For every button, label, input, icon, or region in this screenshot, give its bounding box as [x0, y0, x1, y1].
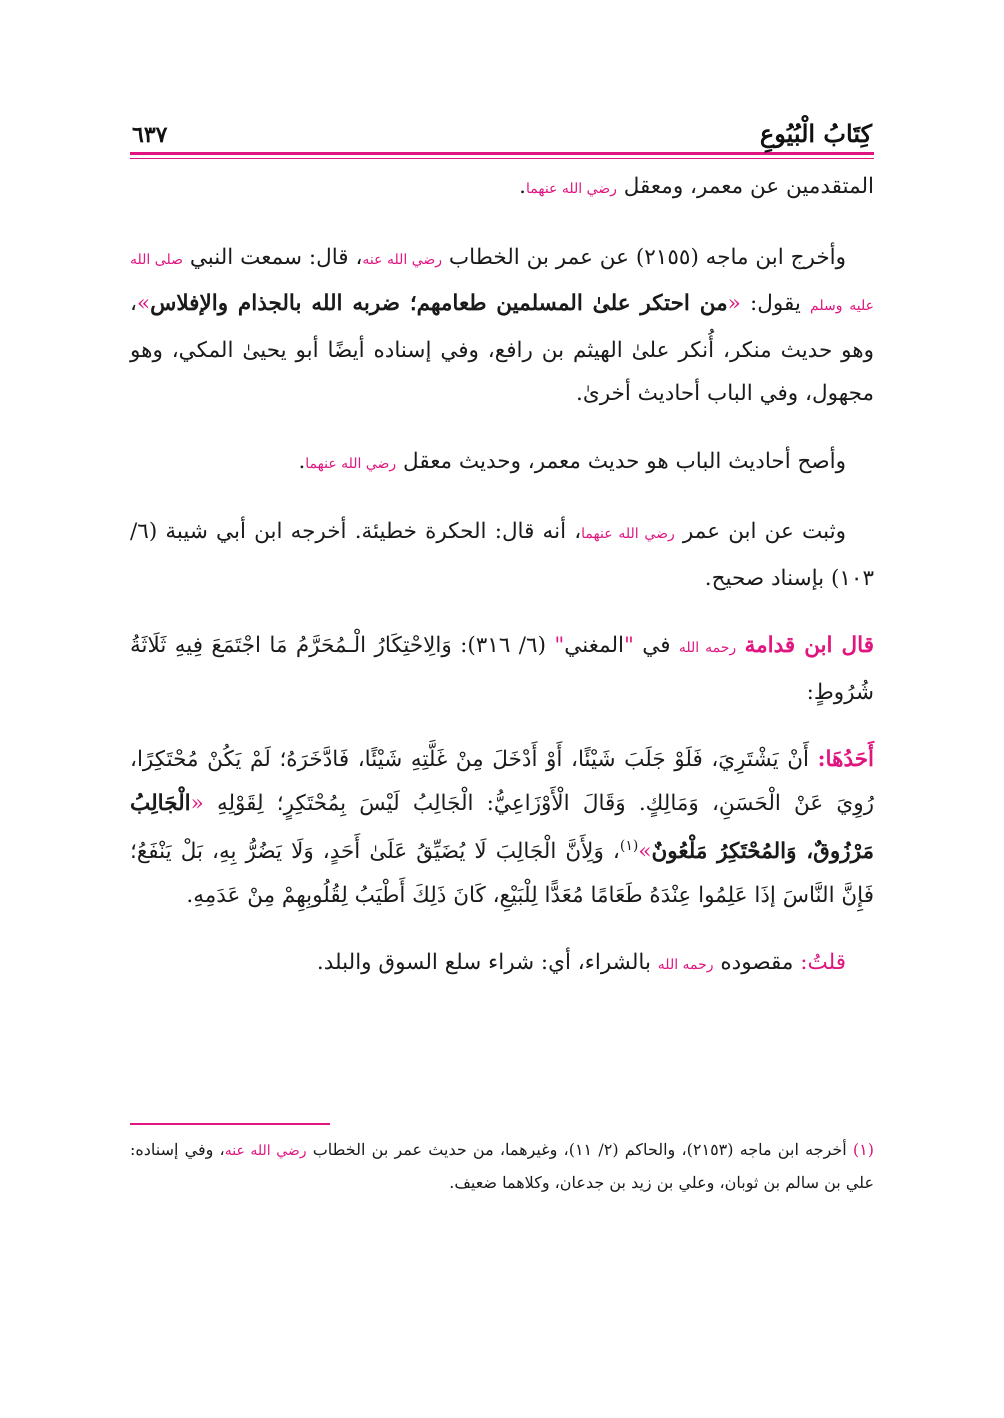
paragraph-ibn-majah: وأخرج ابن ماجه (٢١٥٥) عن عمر بن الخطاب رضي الله عنه، قال: سمعت النبي صلى الله عليه وسلم يقول: «من احتكر علىٰ المسلمين طعامهم؛ ضربه الله بالجذام والإفلاس»، وهو حديث منكر، أُنكر علىٰ الهيثم بن رافع، وفي إسناده أيضًا أبو يحيىٰ المكي، وهو مجهول، وفي الباب أحاديث أخرىٰ. — [130, 244, 875, 406]
book-reference: المغني — [564, 633, 625, 658]
paragraph-continuation: المتقدمين عن معمر، ومعقل رضي الله عنهما. — [519, 174, 874, 199]
body-text — [130, 165, 874, 988]
footnote: (١) أخرجه ابن ماجه (٢١٥٣)، والحاكم (٢/ ١١)، وغيرهما، من حديث عمر بن الخطاب رضي الله عنه، وفي إسناده: علي بن سالم بن ثوبان، وعلي بن زيد بن جدعان، وكلاهما ضعيف. — [130, 1140, 874, 1192]
hadith-text: من احتكر علىٰ المسلمين طعامهم؛ ضربه الله بالجذام والإفلاس — [150, 291, 728, 316]
honorific-glyph: رضي الله عنهما — [581, 526, 675, 542]
paragraph-text: المتقدمين عن معمر، ومعقل — [623, 174, 874, 199]
footnote-separator — [130, 1123, 330, 1125]
book-page — [130, 110, 875, 1192]
running-header — [130, 110, 874, 148]
honorific-glyph: رضي الله عنهما — [305, 455, 397, 472]
footnote-number: (١) — [852, 1140, 874, 1159]
paragraph-ibn-qudamah: قال ابن قدامة رحمه الله في "المغني" (٦/ ٣١٦): وَالِاحْتِكَارُ الْـمُحَرَّمُ مَا اجْتَمَعَ فِيهِ ثَلَاثَةُ شُرُوطٍ: — [130, 633, 874, 705]
paragraph-ibn-umar: وثبت عن ابن عمر رضي الله عنهما، أنه قال: الحكرة خطيئة. أخرجه ابن أبي شيبة (٦/ ١٠٣) بإسناد صحيح. — [130, 519, 874, 591]
honorific-glyph: رضي الله عنه — [362, 251, 443, 268]
paragraph-most-authentic: وأصح أحاديث الباب هو حديث معمر، وحديث معقل رضي الله عنهما. — [298, 448, 846, 474]
honorific-glyph: رحمه الله — [657, 957, 714, 974]
condition-label: أَحَدُهَا: — [817, 747, 874, 772]
book-title: كِتَابُ الْبُيُوعِ — [759, 119, 872, 148]
honorific-glyph: رضي الله عنهما — [526, 181, 617, 197]
honorific-glyph: صلى الله عليه وسلم — [130, 251, 875, 314]
hadith-text: الْجَالِبُ مَرْزُوقٌ، وَالمُحْتَكِرُ مَلْعُونٌ — [130, 790, 875, 865]
paragraph-first-condition: أَحَدُهَا: أَنْ يَشْتَرِيَ، فَلَوْ جَلَبَ شَيْئًا، أَوْ أَدْخَلَ مِنْ غَلَّتِهِ شَيْئًا، فَادَّخَرَهُ؛ لَمْ يَكُنْ مُحْتَكِرًا، رُوِيَ عَنْ الْحَسَنِ، وَمَالِكٍ. وَقَالَ الْأَوْزَاعِيُّ: الْجَالِبُ لَيْسَ بِمُحْتَكِرٍ؛ لِقَوْلِهِ «الْجَالِبُ مَرْزُوقٌ، وَالمُحْتَكِرُ مَلْعُونٌ»$^{(١)}$، وَلِأَنَّ الْجَالِبَ لَا يُضَيِّقُ عَلَىٰ أَحَدٍ، وَلَا يَضُرُّ بِهِ، بَلْ يَنْفَعُ؛ فَإِنَّ النَّاسَ إذَا عَلِمُوا عِنْدَهُ طَعَامًا مُعَدًّا لِلْبَيْعِ، كَانَ ذَلِكَ أَطْيَبُ لِقُلُوبِهِمْ مِنْ عَدَمِهِ. — [130, 747, 875, 908]
header-rule-thick — [130, 152, 874, 155]
page-number: ٦٣٧ — [132, 122, 168, 148]
honorific-glyph: رضي الله عنه — [224, 1143, 307, 1159]
footnote-marker[interactable]: (١) — [619, 838, 639, 854]
header-rule-thin — [130, 158, 874, 159]
commentary-label: قلتُ: — [800, 950, 846, 976]
section-label: قال ابن قدامة — [744, 633, 874, 658]
paragraph-commentary: قلتُ: مقصوده رحمه الله بالشراء، أي: شراء سلع السوق والبلد. — [316, 950, 846, 976]
honorific-glyph: رحمه الله — [678, 640, 737, 656]
